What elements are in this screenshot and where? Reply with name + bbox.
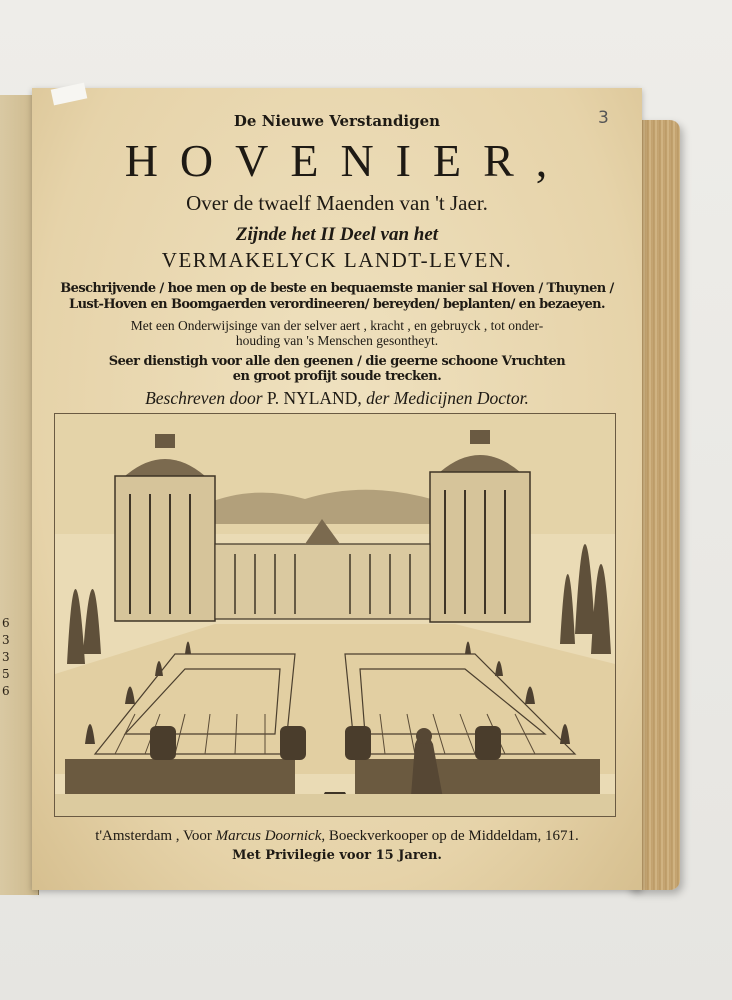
title-page (32, 88, 642, 890)
imprint-line (32, 828, 642, 845)
subtitle-top: De Nieuwe Verstandigen (233, 112, 441, 130)
instruction-line-2: houding van 's Menschen gesontheyt. (235, 333, 439, 348)
privilege-line: Met Privilegie voor 15 Jaren. (232, 848, 442, 863)
author-prefix: Beschreven door (145, 388, 263, 408)
description-line-1: Beschrijvende / hoe men op de beste en bequaemste manier sal Hoven / Thuynen / (60, 281, 614, 296)
instruction-line-1: Met een Onderwijsinge van der selver aert , kracht , en gebruyck , tot onder- (130, 318, 544, 333)
main-title: HOVENIER, (124, 135, 570, 186)
margin-number: 6 (2, 684, 10, 698)
imprint-publisher: Marcus Doornick (215, 828, 322, 844)
margin-number: 3 (2, 650, 10, 664)
imprint-rest: , Boeckverkooper op de Middeldam, 1671. (321, 828, 579, 844)
imprint-place: t'Amsterdam , Voor (95, 828, 212, 844)
title-months-line: Over de twaelf Maenden van 't Jaer. (186, 191, 488, 215)
author-name: P. NYLAND, (266, 388, 362, 408)
margin-number: 6 (2, 616, 10, 630)
garden-engraving (54, 413, 616, 817)
title-landt-leven-line: VERMAKELYCK LANDT-LEVEN. (161, 248, 513, 272)
author-line (32, 388, 642, 409)
title-deel-line: Zijnde het II Deel van het (235, 224, 439, 245)
author-suffix: der Medicijnen Doctor. (366, 388, 529, 408)
useful-line-2: en groot profijt soude trecken. (232, 369, 442, 384)
description-line-2: Lust-Hoven en Boomgaerden verordineeren/ bereyden/ beplanten/ en bezaeyen. (69, 297, 605, 312)
margin-number: 5 (2, 667, 10, 681)
useful-line-1: Seer dienstigh voor alle den geenen / die geerne schoone Vruchten (108, 354, 566, 369)
page-number: 3 (598, 108, 609, 128)
margin-number: 3 (2, 633, 10, 647)
left-margin-numbers (2, 615, 32, 700)
